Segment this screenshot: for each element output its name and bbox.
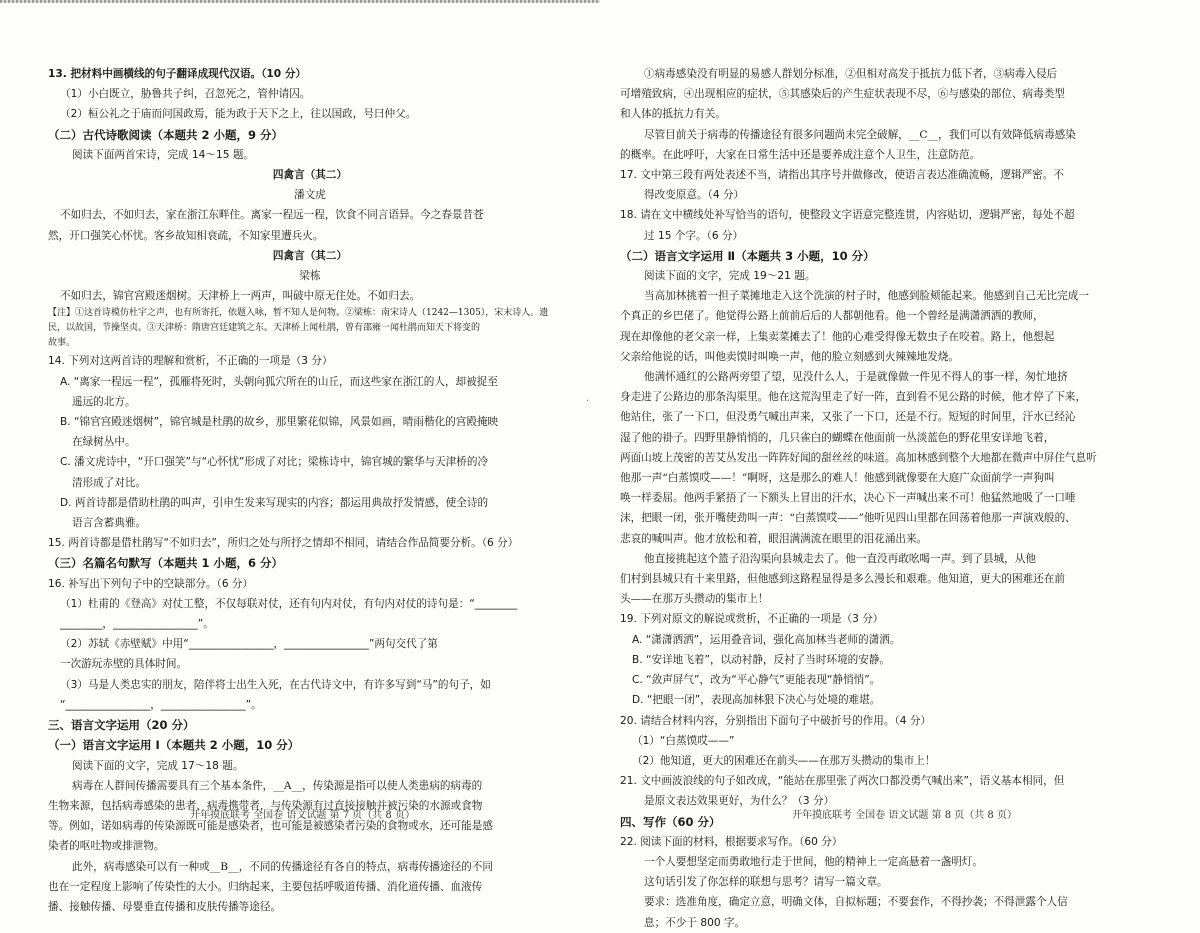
right-text-line: 身走进了公路边的那条沟渠里。他在这荒沟里走了好一阵，直到看不见公路的时候，他才停了下来， — [620, 391, 1087, 404]
right-text-line: 21. 文中画波浪线的句子如改成，“能站在那里张了两次口都没勇气喊出来”，语义基本相同，但 — [620, 775, 1065, 788]
left-text-line: 语言含蓄典雅。 — [72, 517, 147, 530]
left-text-line: 四禽言（其二） — [272, 169, 348, 182]
left-text-line: 生物来源，包括病毒感染的患者、病毒携带者，与传染源有过直接接触并被污染的水源或食物 — [48, 799, 483, 812]
left-text-line: 阅读下面的文字，完成 17～18 题。 — [72, 759, 244, 772]
right-text-line: ①病毒感染没有明显的易感人群划分标准，②但相对高发于抵抗力低下者，③病毒入侵后 — [644, 68, 1058, 80]
left-text-line: 清形成了对比。 — [72, 476, 147, 489]
left-text-line: （三）名篇名句默写（本题共 1 小题，6 分） — [48, 556, 284, 571]
right-text-line: A. “潇潇洒洒”，运用叠音词，强化高加林当老师的潇洒。 — [632, 633, 901, 646]
right-page-footer: 开年摸底联考 全国卷 语文试题 第 8 页（共 8 页） — [792, 810, 1017, 821]
left-text-line: 13. 把材料中画横线的句子翻译成现代汉语。（10 分） — [48, 68, 307, 80]
scan-top-band — [0, 0, 600, 3]
right-text-line: 尽管目前关于病毒的传播途径有很多问题尚未完全破解，__C__，我们可以有效降低病毒感染 — [644, 128, 1076, 141]
left-text-line: “________________，________________”。 — [60, 698, 262, 711]
right-text-line: （1）“白蒸馍哎——” — [632, 734, 735, 747]
left-text-line: 不如归去，锦官宫殿迷烟树。天津桥上一两声，叫破中原无住处。不如归去。 — [60, 290, 421, 303]
right-text-line: 一个人要想坚定而勇敢地行走于世间，他的精神上一定高悬着一盏明灯。 — [644, 855, 983, 868]
left-text-line: 也在一定程度上影响了传染性的大小。归纳起来，主要包括呼吸道传播、消化道传播、血液传 — [48, 880, 483, 893]
right-text-line: 和人体的抵抗力有关。 — [620, 108, 726, 121]
left-text-line: 播、接触传播、母婴垂直传播和皮肤传播等途径。 — [48, 900, 282, 913]
left-text-line: 病毒在人群间传播需要具有三个基本条件，__A__，传染源是指可以使人类患病的病毒的 — [72, 779, 483, 792]
right-text-line: 这句话引发了你怎样的联想与思考？请写一篇文章。 — [644, 876, 888, 889]
right-text-line: 的概率。在此呼吁，大家在日常生活中还是要养成注意个人卫生，注意防范。 — [620, 148, 981, 161]
right-text-line: 18. 请在文中横线处补写恰当的语句，使整段文字语意完整连贯，内容贴切，逻辑严密，每处不超 — [620, 209, 1075, 222]
left-text-line: （1）杜甫的《登高》对仗工整，不仅每联对仗，还有句内对仗，有句内对仗的诗句是：“________ — [60, 597, 518, 610]
right-text-line: 要求：选准角度，确定立意，明确文体，自拟标题；不要套作，不得抄袭；不得泄露个人信 — [644, 896, 1068, 909]
left-text-line: 染者的呕吐物或排泄物。 — [48, 840, 165, 853]
left-text-line: D. 两首诗都是借助杜鹃的叫声，引申生发来写现实的内容；都运用典故抒发情感，使全诗的 — [60, 496, 489, 509]
left-text-line: 民，以故国，节操坚贞。③天津桥：隋唐宫廷建筑之东。天津桥上闻杜鹃，曾有邵雍一闻杜鹃而知天下将变的 — [48, 323, 481, 334]
right-text-line: （2）他知道，更大的困难还在前头——在那万头攒动的集市上！ — [632, 754, 936, 767]
left-text-line: 15. 两首诗都是借杜鹃写“不如归去”，所归之处与所抒之情却不相同，请结合作品简要分析。（6 分） — [48, 537, 519, 550]
right-text-line: 20. 请结合材料内容，分别指出下面句子中破折号的作用。（4 分） — [620, 714, 932, 727]
left-text-line: 14. 下列对这两首诗的理解和赏析，不正确的一项是（3 分） — [48, 355, 333, 368]
left-text-line: （3）马是人类忠实的朋友，陪伴将士出生入死，在古代诗文中，有许多写到“马”的句子，如 — [60, 678, 491, 691]
left-page-footer: 开年摸底联考 全国卷 语文试题 第 7 页（共 8 页） — [190, 810, 415, 821]
left-text-line: 四禽言（其二） — [272, 249, 348, 262]
left-text-line: 一次游玩赤壁的具体时间。 — [60, 658, 188, 671]
left-text-line: 遥远的北方。 — [72, 395, 136, 408]
left-text-line: （2）苏轼《赤壁赋》中用“________________，________________”两句交代了第 — [60, 638, 438, 651]
right-text-line: 他直接挑起这个篮子沿沟渠向县城走去了。他一直没再敢吆喝一声。到了县城，从他 — [644, 552, 1036, 565]
right-text-line: 他那一声“白蒸馍哎——！”啊呀，这是那么的难人！他感到就像要在大庭广众面前学一声狗叫 — [620, 472, 1055, 485]
left-text-line: C. 潘文虎诗中，“开口强笑”与“心怀忧”形成了对比；梁栋诗中，锦官城的繁华与天津桥的冷 — [60, 456, 489, 469]
gutter-mark: · — [586, 396, 590, 407]
right-text-line: 阅读下面的文字，完成 19～21 题。 — [644, 270, 816, 283]
right-text-line: 19. 下列对原文的解说或赏析，不正确的一项是（3 分） — [620, 613, 884, 626]
right-text-line: D. “把眼一闭”，表现高加林狠下决心与处境的难堪。 — [632, 694, 881, 707]
left-text-line: （2）桓公礼之于庙而问国政焉，能为政于天下之上，往以国政，号曰仲父。 — [60, 108, 417, 121]
right-text-line: 当高加林挑着一担子菜摊地走入这个洗演的村子时，他感到脸颊能起来。他感到自己无比完成一 — [644, 290, 1089, 303]
right-text-line: 现在却像他的老父亲一样，上集卖菜摊去了！他的心难受得像无数虫子在咬着。路上，他想起 — [620, 330, 1055, 343]
left-text-line: （一）语言文字运用 Ⅰ（本题共 2 小题，10 分） — [48, 738, 300, 753]
left-text-line: 梁栋 — [299, 270, 321, 283]
right-text-line: B. “安详地飞着”，以动衬静，反衬了当时环境的安静。 — [632, 653, 891, 666]
left-text-line: 【注】①这首诗模仿杜宇之声，也有所寄托，依题入咏，暂不知人是何物。②梁栋：南宋诗人（1242—1305），宋末诗人。遗 — [48, 308, 549, 319]
right-text-line: 得改变原意。（4 分） — [644, 189, 745, 202]
right-text-line: 22. 阅读下面的材料，根据要求写作。（60 分） — [620, 835, 843, 848]
right-text-line: 们村到县城只有十来里路，但他感到这路程显得是多么漫长和艰难。他知道，更大的困难还在前 — [620, 573, 1065, 586]
left-text-line: 等。例如，诺如病毒的传染源既可能是感染者，也可能是被感染者污染的食物或水，还可能是感 — [48, 820, 493, 833]
left-text-line: 三、语言文字运用（20 分） — [48, 718, 195, 733]
left-text-line: A. “离家一程远一程”，孤雁将死时，头朝向狐穴所在的山丘，而这些家在浙江的人，却被捉至 — [60, 375, 498, 388]
right-text-line: 可增殖致病，④出现相应的症状，⑤其感染后的产生症状表现不尽，⑥与感染的部位、病毒类型 — [620, 88, 1065, 101]
left-text-line: 在绿树丛中。 — [72, 436, 136, 449]
left-text-line: 此外，病毒感染可以有一种或__B__，不同的传播途径有各自的特点，病毒传播途径的不同 — [72, 860, 493, 873]
left-text-line: B. “锦官宫殿迷烟树”，锦官城是杜鹃的故乡，那里繁花似锦，风景如画，晴雨楷化的宫殿掩映 — [60, 416, 499, 429]
right-text-line: 两面山坡上茂密的苦艾丛发出一阵阵好闻的甜丝丝的味道。高加林感到整个大地都在微声中屏住气息听 — [620, 451, 1097, 464]
left-page — [48, 64, 572, 913]
left-text-line: 阅读下面两首宋诗，完成 14～15 题。 — [72, 148, 255, 161]
right-text-line: C. “敛声屏气”，改为“平心静气”更能表现“静悄悄”。 — [632, 674, 881, 687]
right-text-line: 湿了他的褂子。四野里静悄悄的，几只雀白的蝴蝶在他面前一丛淡蓝色的野花里安详地飞着， — [620, 431, 1055, 444]
right-page — [620, 64, 1154, 929]
left-text-line: 16. 补写出下列句子中的空缺部分。（6 分） — [48, 577, 254, 590]
left-text-line: 潘文虎 — [294, 189, 326, 202]
right-text-line: 四、写作（60 分） — [620, 814, 721, 829]
right-text-line: 个真正的乡巴佬了。他觉得公路上前前后后的人都朝他看。他一个曾经是满潇洒洒的教师， — [620, 310, 1044, 323]
left-text-line: （二）古代诗歌阅读（本题共 2 小题，9 分） — [48, 127, 284, 142]
right-text-line: （二）语言文字运用 Ⅱ（本题共 3 小题，10 分） — [620, 248, 875, 263]
left-text-line: 不如归去，不如归去，家在浙江东畔住。离家一程远一程，饮食不同言语异。今之春景昔苍 — [60, 209, 484, 222]
right-text-line: 悲哀的喊叫声。他才放松和着，眼泪满满流在眼里的泪花涌出来。 — [620, 532, 928, 545]
left-text-line: 然，开口强笑心怀忧。客乡故知相衰疏，不知家里遭兵火。 — [48, 229, 324, 242]
right-text-line: 父亲给他说的话，叫他卖馍时叫唤一声，他的脸立刻感到火辣辣地发烧。 — [620, 350, 959, 363]
left-text-line: 故事。 — [48, 338, 76, 349]
right-text-line: 沫，把眼一闭，张开嘴使劲叫一声：“白蒸馍哎——”他听见四山里都在回荡着他那一声演戏般的、 — [620, 512, 1076, 525]
right-text-line: 过 15 个字。（6 分） — [644, 229, 744, 242]
right-text-line: 唤一样委屈。他两手紧捂了一下额头上冒出的汗水，决心下一声喊出来不可！他猛然地吸了一口唾 — [620, 492, 1076, 505]
right-text-line: 17. 文中第三段有两处表述不当，请指出其序号并做修改，使语言表达准确流畅，逻辑严密。不 — [620, 169, 1064, 182]
right-text-line: 息；不少于 800 字。 — [644, 916, 746, 929]
right-text-line: 头——在那万头攒动的集市上！ — [620, 593, 769, 606]
left-text-line: ________，________________”。 — [60, 618, 214, 631]
right-text-line: 他站住，张了一下口，但没勇气喊出声来，又张了一下口，还是不行。短短的时间里，汗水已经沁 — [620, 411, 1076, 424]
right-text-line: 是原文表达效果更好，为什么？（3 分） — [644, 795, 835, 808]
right-text-line: 他满怀通红的公路两旁望了望，见没什么人，于是就像做一件见不得人的事一样，匆忙地挤 — [644, 371, 1068, 384]
left-text-line: （1）小白既立，胁鲁共子纠，召忽死之，管仲请囚。 — [60, 88, 311, 101]
